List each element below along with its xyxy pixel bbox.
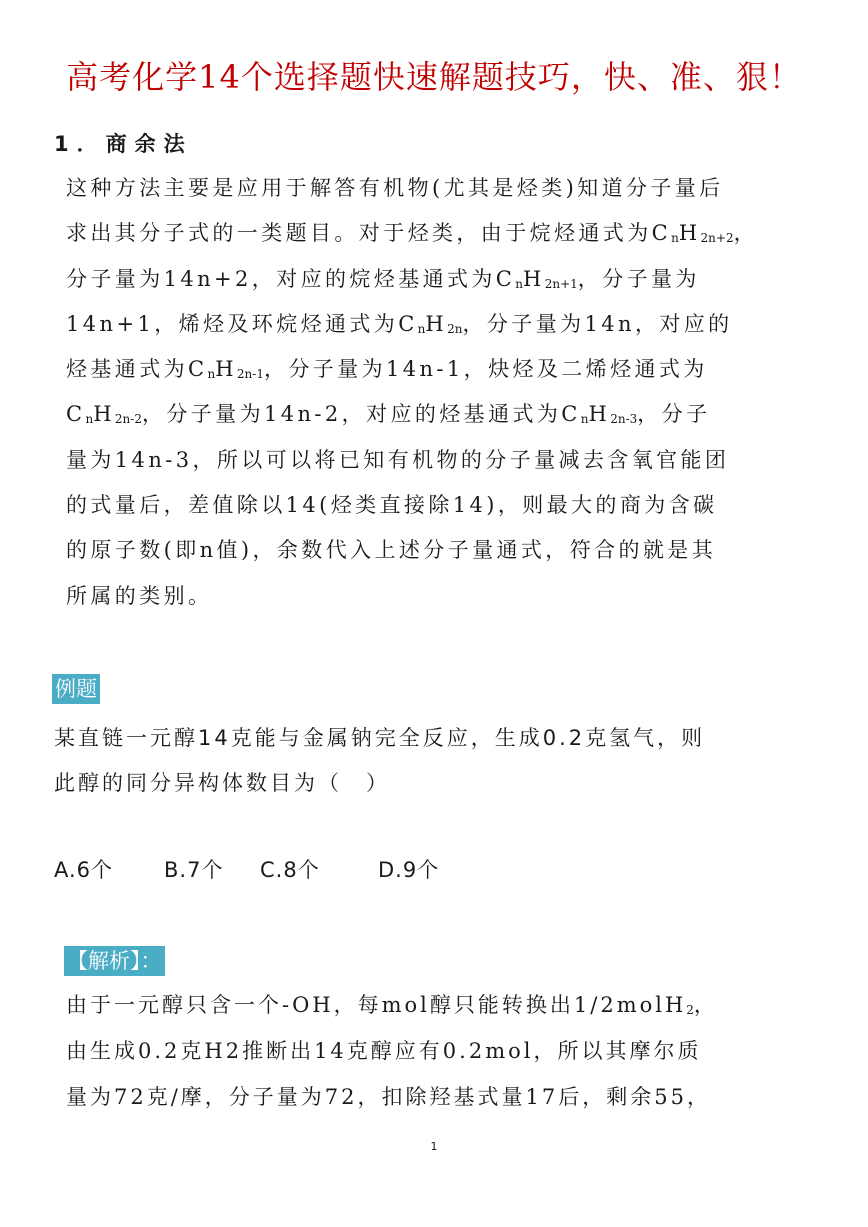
question-line: 某直链一元醇14克能与金属钠完全反应，生成0.2克氢气，则 xyxy=(54,726,706,750)
paragraph-line: 这种方法主要是应用于解答有机物(尤其是烃类)知道分子量后 xyxy=(66,176,724,200)
analysis-label: 【解析】： xyxy=(64,946,165,976)
paragraph-line: 14n+1，烯烃及环烷烃通式为$C_nH_{2n}$，分子量为14n，对应的 xyxy=(66,311,733,336)
question xyxy=(54,716,824,806)
analysis-line: 由生成0.2克H2推断出14克醇应有0.2mol，所以其摩尔质 xyxy=(66,1039,702,1063)
question-line: 此醇的同分异构体数目为（ ） xyxy=(54,771,390,795)
paragraph-line: 分子量为14n+2，对应的烷烃基通式为$C_nH_{2n+1}$，分子量为 xyxy=(66,266,700,291)
paragraph-line: 的原子数(即n值)，余数代入上述分子量通式，符合的就是其 xyxy=(66,538,717,563)
section-heading: 1．商余法 xyxy=(54,132,193,156)
paragraph-line: 求出其分子式的一类题目。对于烃类，由于烷烃通式为$C_nH_{2n+2}$， xyxy=(66,221,758,246)
paragraph-line: $C_nH_{2n-2}$，分子量为14n-2，对应的烃基通式为$C_nH_{2n-3}$，分子 xyxy=(66,402,711,427)
analysis-line: 量为72克/摩，分子量为72，扣除羟基式量17后，剩余55， xyxy=(66,1085,711,1109)
option-a: A.6个 xyxy=(54,858,114,882)
paragraph-line: 烃基通式为$C_nH_{2n-1}$，分子量为14n-1，炔烃及二烯烃通式为 xyxy=(66,357,708,382)
option-d: D.9个 xyxy=(378,858,440,882)
paragraph-line: 所属的类别。 xyxy=(66,583,213,608)
paragraph-line: 的式量后，差值除以14(烃类直接除14)，则最大的商为含碳 xyxy=(66,493,718,518)
analysis-paragraph xyxy=(66,982,836,1120)
method-paragraph xyxy=(66,166,826,619)
option-c: C.8个 xyxy=(260,858,320,882)
example-label: 例题 xyxy=(52,674,100,704)
page-number: 1 xyxy=(430,1140,438,1153)
page-title: 高考化学14个选择题快速解题技巧，快、准、狠！ xyxy=(66,58,802,96)
paragraph-line: 量为14n-3，所以可以将已知有机物的分子量减去含氧官能团 xyxy=(66,447,730,472)
analysis-line: 由于一元醇只含一个-OH，每mol醇只能转换出1/2molH$_2$， xyxy=(66,993,718,1017)
option-b: B.7个 xyxy=(164,858,224,882)
